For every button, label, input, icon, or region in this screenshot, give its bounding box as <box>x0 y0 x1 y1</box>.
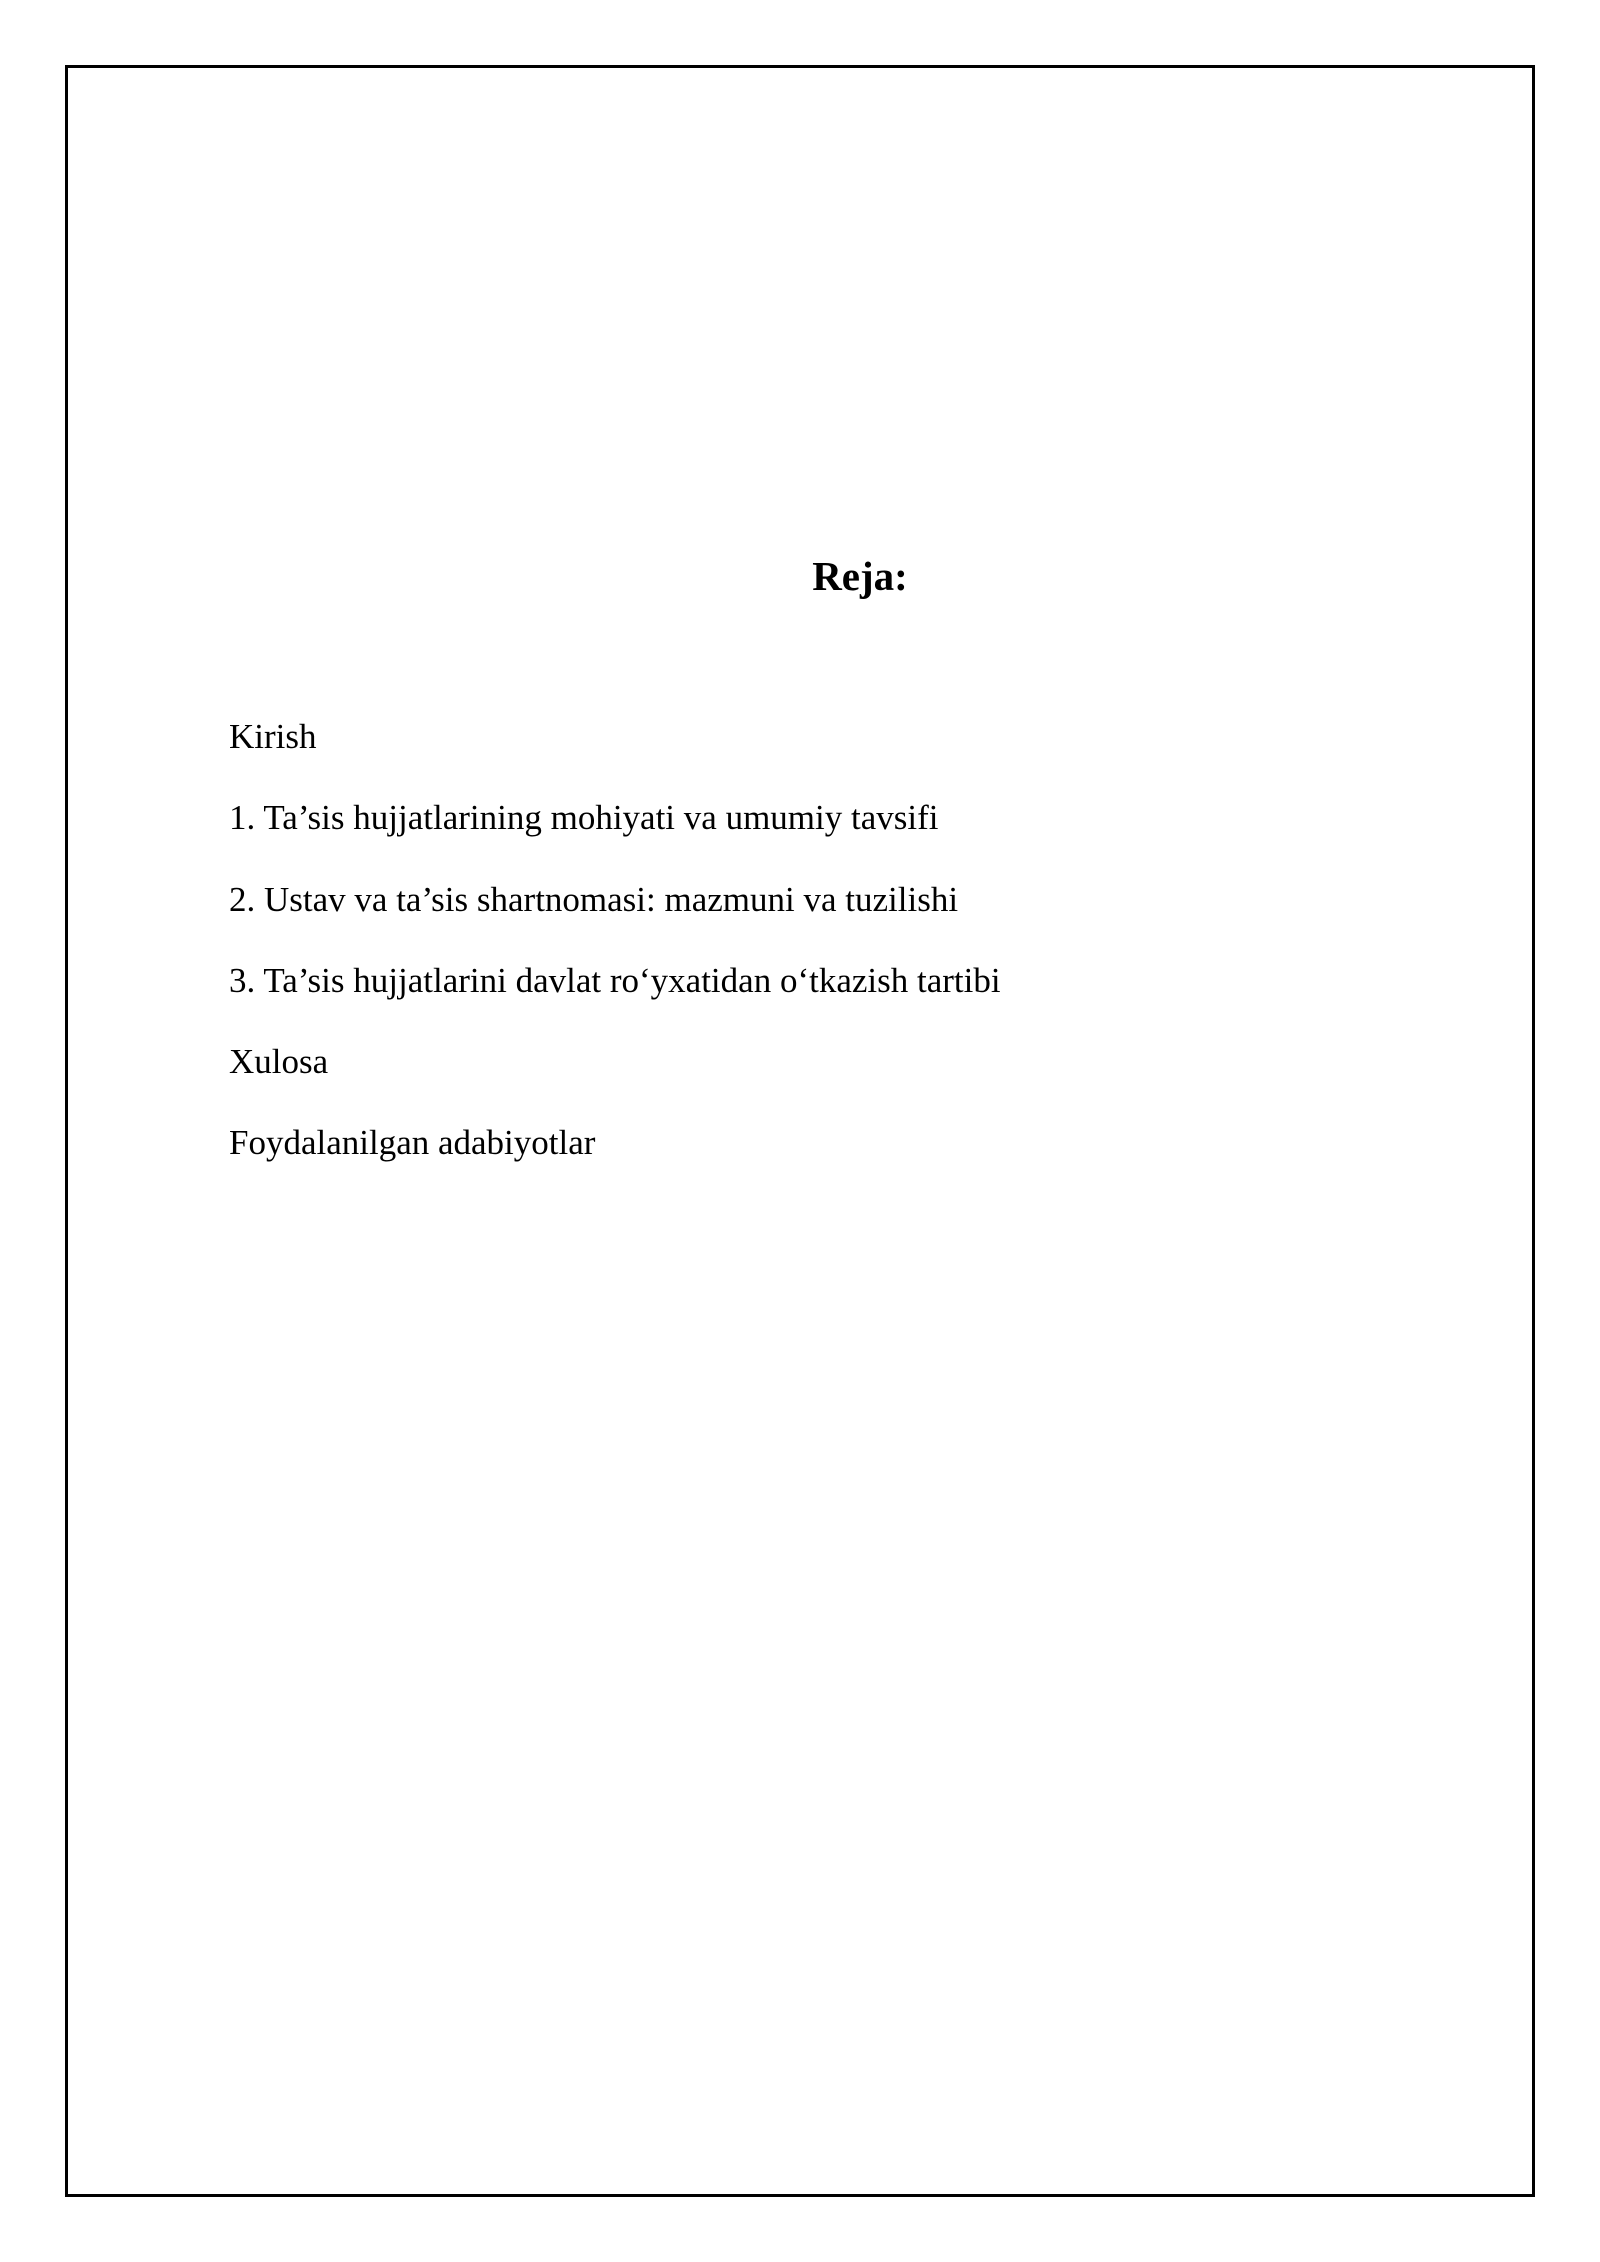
toc-item-introduction: Kirish <box>229 717 317 756</box>
toc-item-2: 2. Ustav va ta’sis shartnomasi: mazmuni va tuzilishi <box>229 879 959 919</box>
toc-item-references: Foydalanilgan adabiyotlar <box>229 1123 596 1163</box>
page-title: Reja: <box>812 553 908 599</box>
toc-item-conclusion: Xulosa <box>229 1042 329 1082</box>
toc-item-3: 3. Ta’sis hujjatlarini davlat ro‘yxatidan o‘tkazish tartibi <box>229 960 1001 1000</box>
table-of-contents <box>229 696 1001 1184</box>
toc-item-1: 1. Ta’sis hujjatlarining mohiyati va umumiy tavsifi <box>229 798 939 838</box>
